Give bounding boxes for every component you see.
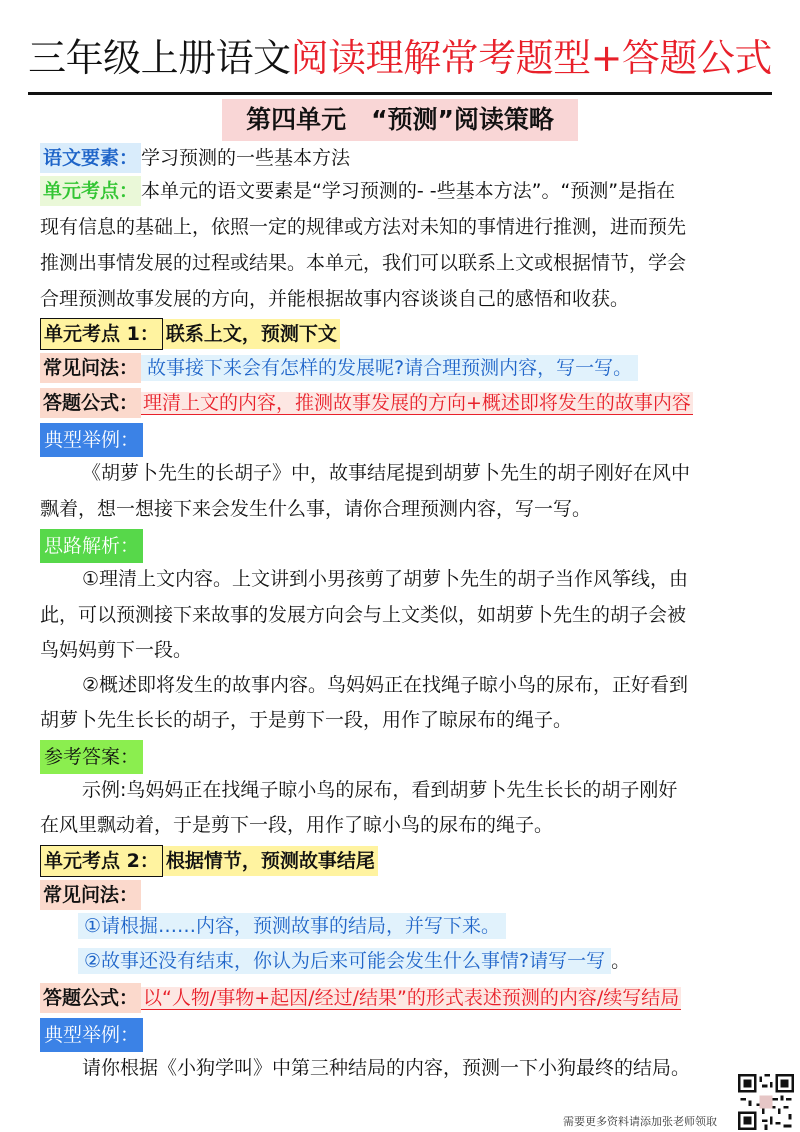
- section2-example-label-line: [40, 1018, 143, 1052]
- analysis-line: 此，可以预测接下来故事的发展方向会与上文类似，如胡萝卜先生的胡子会被: [40, 604, 687, 626]
- element-label: 语文要素：: [40, 143, 141, 173]
- example-label: 典型举例：: [40, 1018, 143, 1052]
- question-text-1: ①请根掘……内容，预测故事的结局，并写下来。: [78, 913, 506, 939]
- question-label: 常见问法：: [40, 353, 141, 383]
- section2-heading: [40, 845, 378, 877]
- unit-title: 第四单元 “预测”阅读策略: [222, 99, 578, 141]
- section1-heading: [40, 318, 340, 350]
- example-line: 《胡萝卜先生的长胡子》中，故事结尾提到胡萝卜先生的胡子刚好在风中: [82, 462, 691, 484]
- unit-point-line: [40, 176, 675, 206]
- intro-line: 现有信息的基础上，依照一定的规律或方法对未知的事情进行推测，进而预先: [40, 216, 687, 238]
- section2-label: 单元考点 2：: [40, 845, 163, 877]
- example-line: 请你根据《小狗学叫》中第三种结局的内容，预测一下小狗最终的结局。: [82, 1057, 691, 1079]
- title-underline: [28, 92, 772, 95]
- question-text: 故事接下来会有怎样的发展呢?请合理预测内容，写一写。: [141, 355, 638, 381]
- intro-line: 推测出事情发展的过程或结果。本单元，我们可以联系上文或根据情节，学会: [40, 252, 687, 274]
- section1-label: 单元考点 1：: [40, 318, 163, 350]
- section2-title: 根据情节，预测故事结尾: [163, 846, 378, 876]
- question-label: 常见问法：: [40, 880, 141, 910]
- example-line: 飘着，想一想接下来会发生什么事，请你合理预测内容，写一写。: [40, 498, 592, 520]
- page-title: [0, 30, 800, 86]
- unit-point-label: 单元考点：: [40, 176, 141, 206]
- formula-label: 答题公式：: [40, 388, 141, 418]
- section1-formula: [40, 388, 693, 418]
- formula-text: 以“人物/事物+起因/经过/结果”的形式表述预测的内容/续写结局: [143, 987, 680, 1009]
- section2-question-label-line: [40, 880, 141, 910]
- section1-title: 联系上文，预测下文: [163, 319, 340, 349]
- title-red-part: 阅读理解常考题型+答题公式: [290, 36, 772, 80]
- example-label: 典型举例：: [40, 423, 143, 457]
- intro-line: 合理预测故事发展的方向，并能根据故事内容谈谈自己的感悟和收获。: [40, 288, 630, 310]
- section1-example-label-line: [40, 423, 143, 457]
- answer-line: 在风里飘动着，于是剪下一段，用作了晾小鸟的尿布的绳子。: [40, 814, 554, 836]
- section1-question: [40, 353, 638, 383]
- title-black-part: 三年级上册语文: [28, 36, 291, 80]
- analysis-line: ②概述即将发生的故事内容。鸟妈妈正在找绳子晾小鸟的尿布，正好看到: [82, 674, 689, 696]
- analysis-label: 思路解析：: [40, 529, 143, 563]
- answer-label: 参考答案：: [40, 740, 143, 774]
- analysis-line: ①理清上文内容。上文讲到小男孩剪了胡萝卜先生的胡子当作风筝线，由: [82, 568, 689, 590]
- analysis-line: 胡萝卜先生长长的胡子，于是剪下一段，用作了晾尿布的绳子。: [40, 709, 573, 731]
- analysis-line: 鸟妈妈剪下一段。: [40, 639, 193, 661]
- section2-question-1: [78, 911, 506, 941]
- answer-label-line: [40, 740, 143, 774]
- formula-label: 答题公式：: [40, 983, 141, 1013]
- formula-text: 理清上文的内容，推测故事发展的方向+概述即将发生的故事内容: [143, 392, 691, 414]
- question-text-2-end: 。: [611, 950, 631, 972]
- answer-line: 示例:鸟妈妈正在找绳子晾小鸟的尿布，看到胡萝卜先生长长的胡子刚好: [82, 779, 678, 801]
- qr-code-icon: [738, 1074, 794, 1130]
- unit-point-text: 本单元的语文要素是“学习预测的- -些基本方法”。“预测”是指在: [141, 180, 676, 202]
- section2-question-2: [78, 946, 630, 976]
- element-line: [40, 143, 350, 173]
- analysis-label-line: [40, 529, 143, 563]
- element-text: 学习预测的一些基本方法: [141, 147, 351, 169]
- footer-note: 需要更多资料请添加张老师领取: [563, 1115, 717, 1128]
- section2-formula: [40, 983, 681, 1013]
- question-text-2: ②故事还没有结束，你认为后来可能会发生什么事情?请写一写: [78, 948, 611, 974]
